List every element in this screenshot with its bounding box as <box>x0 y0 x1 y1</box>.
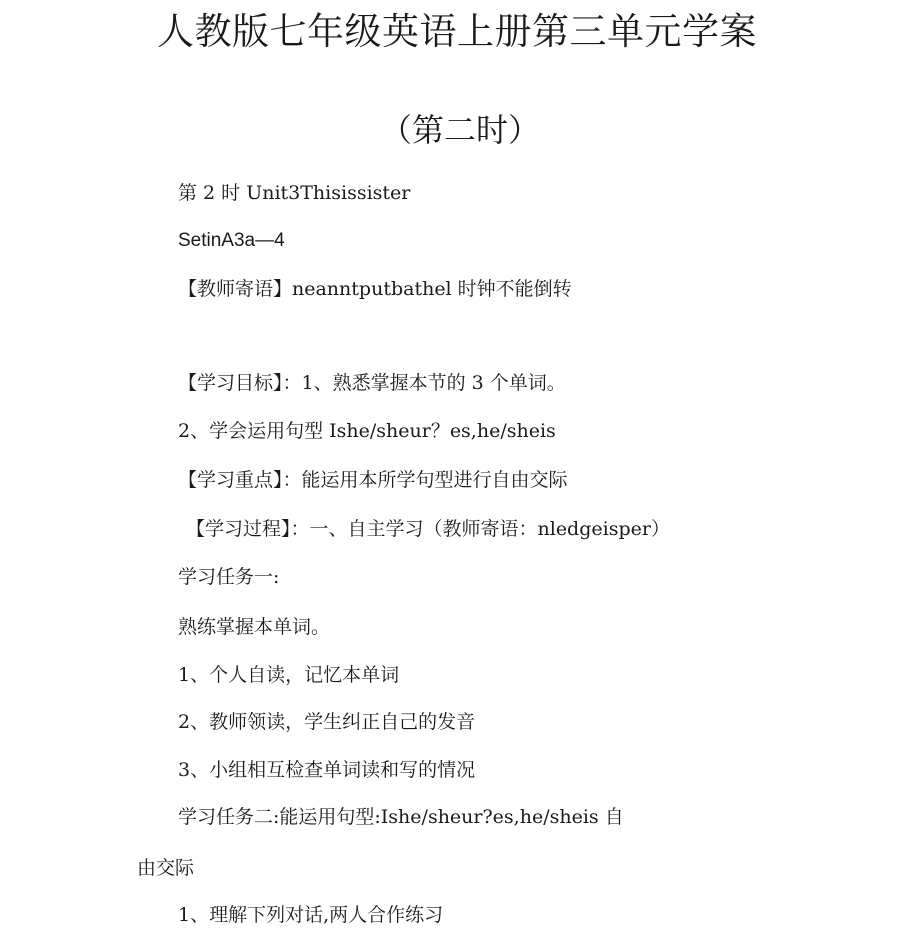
task-one-step-3: 3、小组相互检查单词读和写的情况 <box>178 759 476 781</box>
task-one-desc: 熟练掌握本单词。 <box>178 616 331 638</box>
teacher-message: 【教师寄语】neanntputbathel 时钟不能倒转 <box>178 278 572 300</box>
task-two-step-1: 1、理解下列对话,两人合作练习 <box>178 904 444 926</box>
learning-goal-1: 【学习目标】：1、熟悉掌握本节的 3 个单词。 <box>178 372 566 394</box>
task-one-step-1: 1、个人自读，记忆本单词 <box>178 664 400 686</box>
document-title: 人教版七年级英语上册第三单元学案 <box>157 10 757 53</box>
task-one-heading: 学习任务一: <box>178 566 280 588</box>
task-two-heading-cont: 由交际 <box>137 857 195 879</box>
task-two-heading: 学习任务二:能运用句型:Ishe/sheur?es,he/sheis 自 <box>178 806 624 828</box>
task-one-step-2: 2、教师领读，学生纠正自己的发音 <box>178 711 476 733</box>
learning-process: 【学习过程】：一、自主学习（教师寄语：nledgeisper） <box>186 518 670 540</box>
learning-goal-2: 2、学会运用句型 Ishe/sheur？es,he/sheis <box>178 420 556 442</box>
learning-focus: 【学习重点】：能运用本所学句型进行自由交际 <box>178 469 568 491</box>
document-subtitle: （第二时） <box>379 111 540 149</box>
lesson-heading: 第 2 时 Unit3Thisissister <box>178 182 411 204</box>
section-reference: SetinA3a—4 <box>178 230 285 251</box>
